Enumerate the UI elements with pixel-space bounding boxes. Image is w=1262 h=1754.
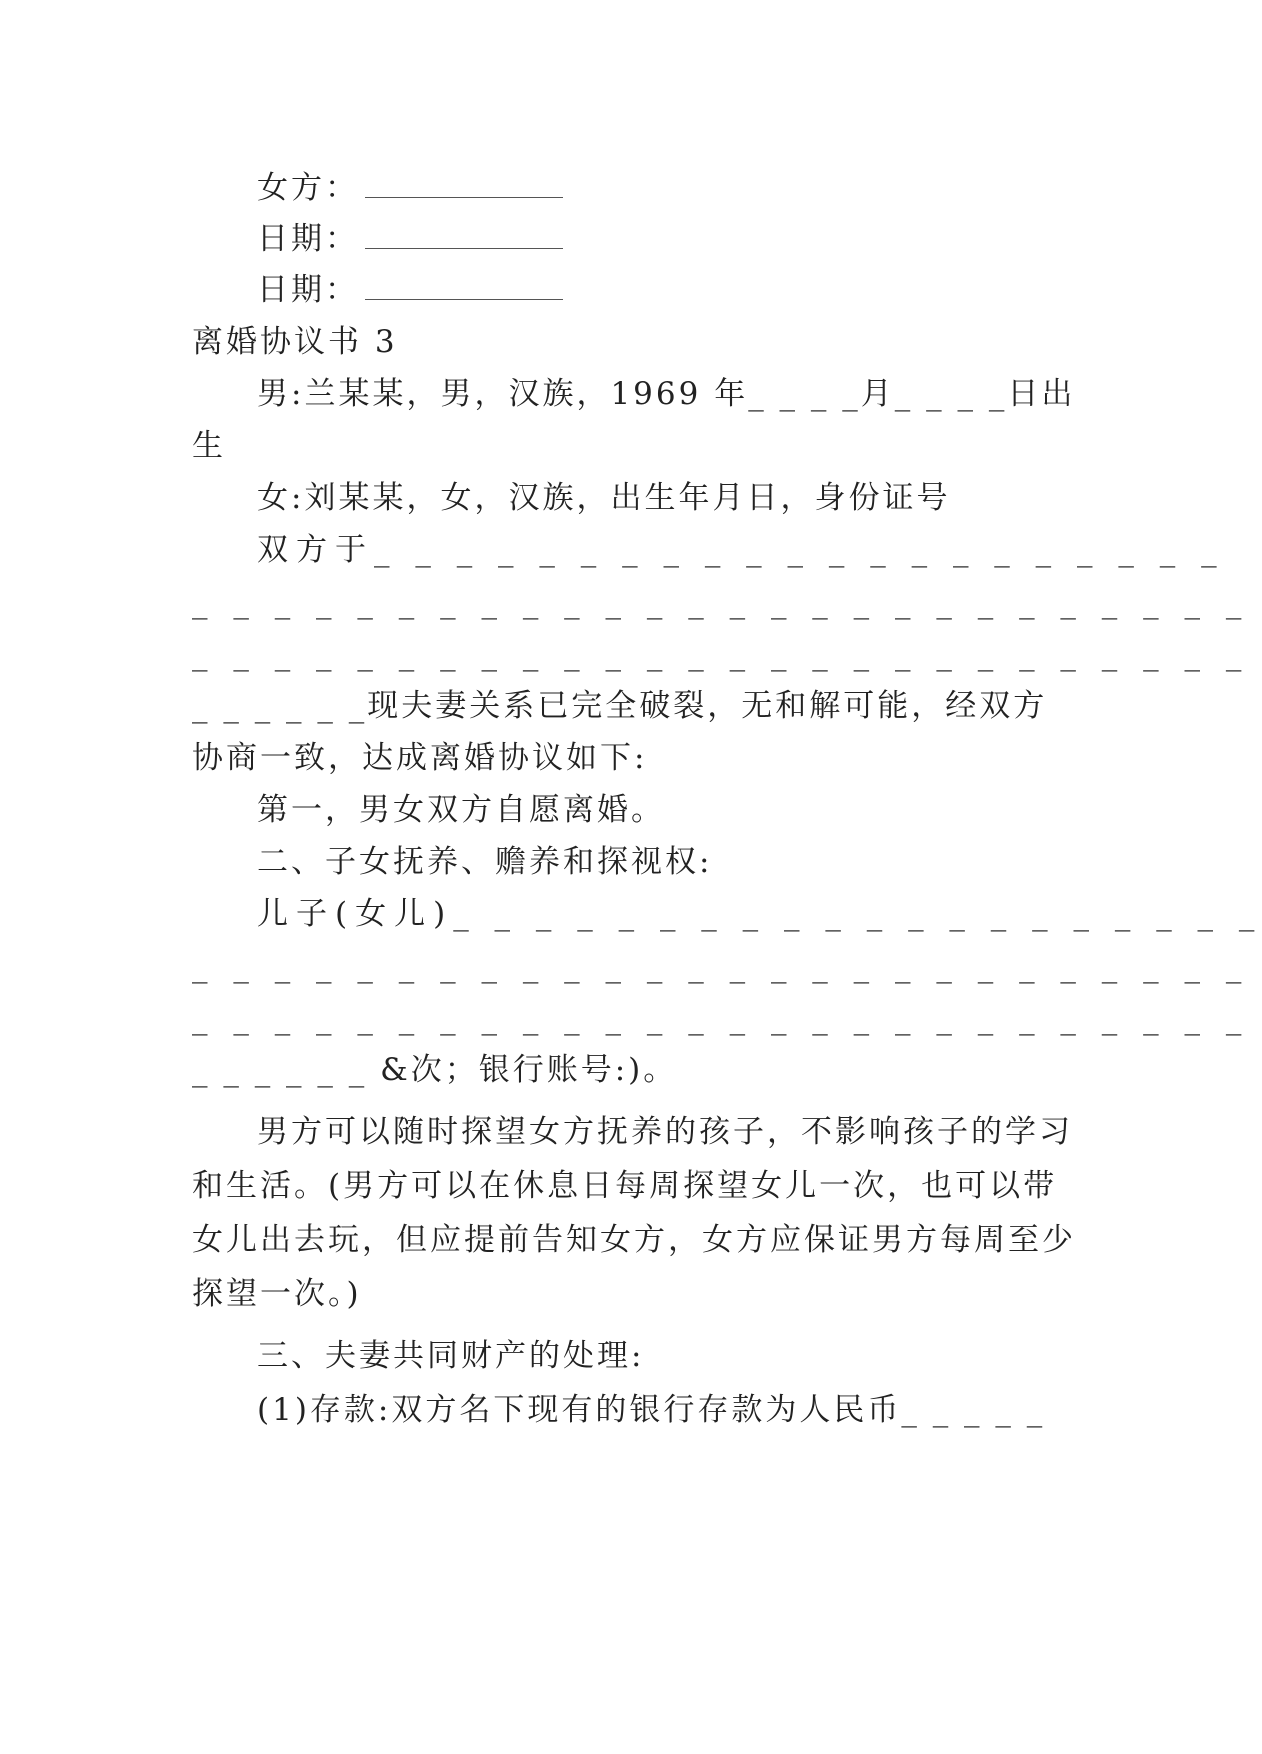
male-party-line-1: 男:兰某某，男，汉族，1969 年_ _ _ _月_ _ _ _日出 <box>257 376 1076 412</box>
both-parties-line-4: _ _ _ _ _ _现夫妻关系已完全破裂，无和解可能，经双方 <box>192 688 1048 724</box>
visitation-line-2: 和生活。(男方可以在休息日每周探望女儿一次，也可以带 <box>192 1168 1058 1204</box>
female-signature-blank[interactable] <box>365 175 563 198</box>
date-label-1: 日期： <box>257 221 359 257</box>
date-blank-2[interactable] <box>365 277 563 300</box>
clause-3-title: 三、夫妻共同财产的处理: <box>257 1338 645 1374</box>
female-signature-label: 女方： <box>257 170 359 206</box>
visitation-line-1: 男方可以随时探望女方抚养的孩子，不影响孩子的学习 <box>257 1114 1073 1150</box>
female-signature-row <box>257 168 1054 208</box>
female-party-line: 女:刘某某，女，汉族，出生年月日，身份证号 <box>257 480 951 516</box>
both-parties-line-3: _ _ _ _ _ _ _ _ _ _ _ _ _ _ _ _ _ _ _ _ _ _ _ _ _ _ <box>192 636 1250 672</box>
date-label-2: 日期： <box>257 272 359 308</box>
child-line-2: _ _ _ _ _ _ _ _ _ _ _ _ _ _ _ _ _ _ _ _ _ _ _ _ _ _ <box>192 948 1250 984</box>
date-row-2 <box>257 270 1054 310</box>
clause-1: 第一，男女双方自愿离婚。 <box>257 792 665 828</box>
date-row-1 <box>257 219 1054 259</box>
male-party-line-2: 生 <box>192 428 226 464</box>
deposit-line: (1)存款:双方名下现有的银行存款为人民币_ _ _ _ _ <box>257 1392 1046 1428</box>
child-line-4: _ _ _ _ _ _ &次；银行账号:)。 <box>192 1052 678 1088</box>
visitation-line-4: 探望一次。) <box>192 1276 362 1312</box>
doc-title: 离婚协议书 3 <box>192 324 398 360</box>
both-parties-line-5: 协商一致，达成离婚协议如下: <box>192 740 648 776</box>
both-parties-line-2: _ _ _ _ _ _ _ _ _ _ _ _ _ _ _ _ _ _ _ _ _ _ _ _ _ _ <box>192 584 1250 620</box>
clause-2-title: 二、子女抚养、赡养和探视权: <box>257 844 713 880</box>
child-line-3: _ _ _ _ _ _ _ _ _ _ _ _ _ _ _ _ _ _ _ _ _ _ _ _ _ _ <box>192 1000 1250 1036</box>
date-blank-1[interactable] <box>365 226 563 249</box>
child-line-1: 儿子(女儿)_ _ _ _ _ _ _ _ _ _ _ _ _ _ _ _ _ _ _ _ <box>257 896 1262 932</box>
visitation-line-3: 女儿出去玩，但应提前告知女方，女方应保证男方每周至少 <box>192 1222 1076 1258</box>
both-parties-line-1: 双方于_ _ _ _ _ _ _ _ _ _ _ _ _ _ _ _ _ _ _ _ _ <box>257 532 1225 568</box>
